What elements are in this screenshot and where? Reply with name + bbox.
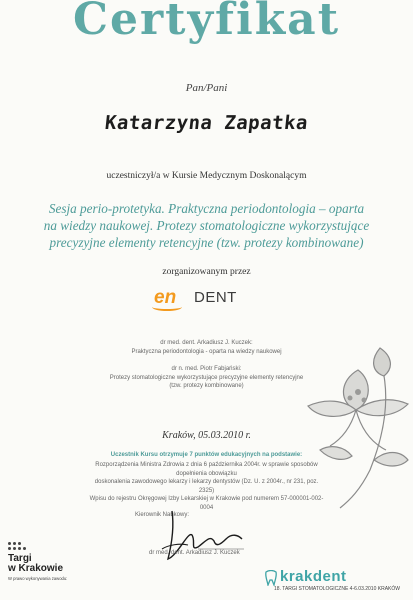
course-title-line: Sesja perio-protetyka. Praktyczna periodontologia – oparta	[48, 201, 365, 216]
signature-label: Kierownik Naukowy:	[135, 512, 190, 518]
endent-swoosh-icon	[152, 303, 182, 311]
handwritten-signature	[158, 505, 248, 567]
legal-line: Wpisu do rejestru Okręgowej Izby Lekarskiej w Krakowie pod numerem 57-000001-002-0004	[89, 496, 324, 511]
endent-logo-en: en	[154, 287, 177, 308]
lecturer-topic: (tzw. protezy kombinowane)	[169, 383, 244, 389]
targi-logo-tagline: W prawo wykonywania zawodu:	[8, 576, 68, 581]
targi-logo-text	[8, 554, 63, 574]
targi-w-krakowie-logo	[8, 542, 78, 592]
targi-logo-line: w Krakowie	[8, 563, 64, 574]
endent-logo	[154, 287, 264, 311]
date-place: Kraków, 05.03.2010 r.	[162, 430, 251, 441]
course-title-line: precyzyjne elementy retencyjne (tzw. protezy kombinowane)	[49, 235, 364, 250]
lecturer-topic: Protezy stomatologiczne wykorzystujące precyzyjne elementy retencyjne	[109, 374, 304, 381]
krakdent-logo	[262, 570, 412, 596]
krakdent-word: krakdent	[280, 568, 347, 585]
points-statement: Uczestnik Kursu otrzymuje 7 punktów edukacyjnych na podstawie:	[110, 452, 303, 458]
lecturer-name: dr med. dent. Arkadiusz J. Kuczek:	[160, 340, 253, 346]
endent-logo-dent: DENT	[194, 289, 237, 306]
targi-logo-line: Targi	[8, 553, 32, 564]
legal-line: Rozporządzenia Ministra Zdrowia z dnia 6 października 2004r. w sprawie sposobów dopełnienia obowiązku	[95, 462, 318, 477]
recipient-name: Katarzyna Zapatka	[103, 112, 310, 134]
lecturer-name: dr n. med. Piotr Fabjański:	[171, 366, 242, 372]
signature-name: dr med. dent. Arkadiusz J. Kuczek	[149, 550, 240, 556]
krakdent-subtitle: 18. TARGI STOMATOLOGICZNE 4-6.03.2010 KRAKÓW	[274, 586, 400, 592]
course-title-line: na wiedzy naukowej. Protezy stomatologiczne wykorzystujące	[43, 218, 370, 233]
salutation: Pan/Pani	[185, 82, 228, 94]
course-title	[28, 200, 385, 251]
lecturer-topic: Praktyczna periodontologia - oparta na wiedzy naukowej	[131, 348, 282, 355]
tooth-icon	[264, 570, 278, 586]
organized-by-text: zorganizowanym przez	[162, 267, 251, 277]
legal-line: doskonalenia zawodowego lekarzy i lekarzy dentystów (Dz. U. z 2004r., nr 231, poz. 2325)	[94, 479, 319, 494]
certificate-title: Certyfikat	[72, 0, 341, 45]
participation-text: uczestniczył/a w Kursie Medycznym Doskonalącym	[106, 171, 307, 181]
